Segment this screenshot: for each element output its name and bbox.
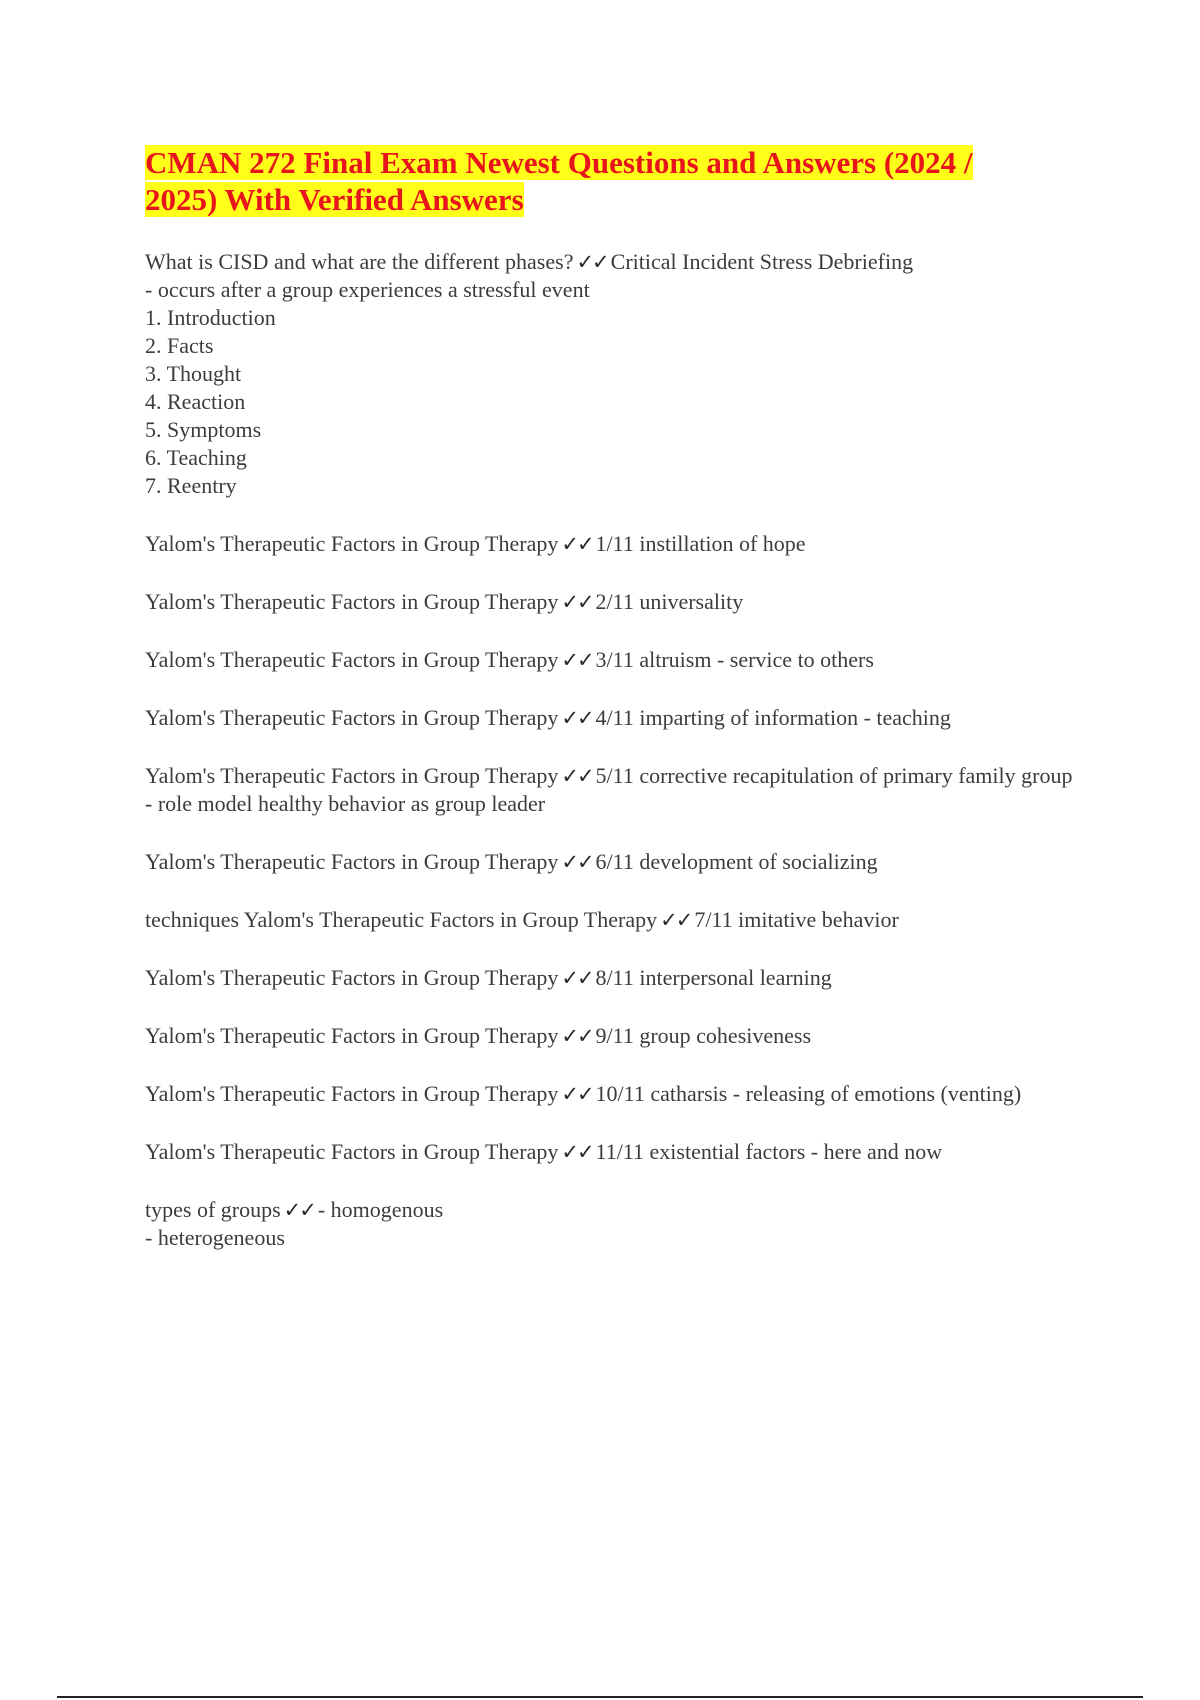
answer-text: 3/11 altruism - service to others xyxy=(595,647,874,672)
answer-text: 4/11 imparting of information - teaching xyxy=(595,705,951,730)
check-mark-icon: ✓✓ xyxy=(561,706,593,730)
qa-cisd xyxy=(145,248,1075,500)
check-mark-icon: ✓✓ xyxy=(561,850,593,874)
document-body xyxy=(145,248,1075,1252)
question-text: Yalom's Therapeutic Factors in Group Therapy xyxy=(145,531,559,556)
answer-text: 9/11 group cohesiveness xyxy=(595,1023,812,1048)
question-text: Yalom's Therapeutic Factors in Group Therapy xyxy=(145,849,559,874)
check-mark-icon: ✓✓ xyxy=(576,250,608,274)
list-item: 4. Reaction xyxy=(145,389,246,414)
document-title xyxy=(145,144,1045,218)
qa-factor-9 xyxy=(145,1022,1075,1050)
page-bottom-rule xyxy=(57,1696,1143,1698)
answer-text: 8/11 interpersonal learning xyxy=(595,965,832,990)
qa-factor-8 xyxy=(145,964,1075,992)
check-mark-icon: ✓✓ xyxy=(283,1198,315,1222)
answer-detail: - occurs after a group experiences a stressful event xyxy=(145,277,590,302)
check-mark-icon: ✓✓ xyxy=(561,532,593,556)
question-text: Yalom's Therapeutic Factors in Group Therapy xyxy=(145,705,559,730)
question-text: Yalom's Therapeutic Factors in Group Therapy xyxy=(145,1023,559,1048)
answer-text: 7/11 imitative behavior xyxy=(694,907,899,932)
answer-text: 5/11 corrective recapitulation of primary family group - role model healthy behavior as group leader xyxy=(145,763,1073,816)
answer-text: Critical Incident Stress Debriefing xyxy=(610,249,914,274)
cisd-phase-list xyxy=(145,304,1075,500)
qa-factor-11 xyxy=(145,1138,1075,1166)
check-mark-icon: ✓✓ xyxy=(561,1140,593,1164)
check-mark-icon: ✓✓ xyxy=(561,764,593,788)
answer-text: 6/11 development of socializing xyxy=(595,849,878,874)
question-text: Yalom's Therapeutic Factors in Group Therapy xyxy=(145,589,559,614)
question-text: techniques Yalom's Therapeutic Factors in Group Therapy xyxy=(145,907,658,932)
answer-text: 10/11 catharsis - releasing of emotions (venting) xyxy=(595,1081,1022,1106)
qa-factor-3 xyxy=(145,646,1075,674)
qa-factor-5 xyxy=(145,762,1075,818)
list-item: 2. Facts xyxy=(145,333,214,358)
check-mark-icon: ✓✓ xyxy=(561,1024,593,1048)
answer-detail: - heterogeneous xyxy=(145,1225,285,1250)
qa-factor-2 xyxy=(145,588,1075,616)
list-item: 1. Introduction xyxy=(145,305,276,330)
answer-text: - homogenous xyxy=(317,1197,444,1222)
check-mark-icon: ✓✓ xyxy=(561,966,593,990)
answer-text: 1/11 instillation of hope xyxy=(595,531,806,556)
question-text: Yalom's Therapeutic Factors in Group Therapy xyxy=(145,1081,559,1106)
qa-factor-10 xyxy=(145,1080,1075,1108)
question-text: Yalom's Therapeutic Factors in Group Therapy xyxy=(145,965,559,990)
qa-groups xyxy=(145,1196,1075,1252)
list-item: 7. Reentry xyxy=(145,473,237,498)
list-item: 6. Teaching xyxy=(145,445,247,470)
question-text: types of groups xyxy=(145,1197,281,1222)
check-mark-icon: ✓✓ xyxy=(561,1082,593,1106)
question-text: Yalom's Therapeutic Factors in Group Therapy xyxy=(145,763,559,788)
question-text: Yalom's Therapeutic Factors in Group Therapy xyxy=(145,647,559,672)
qa-factor-4 xyxy=(145,704,1075,732)
check-mark-icon: ✓✓ xyxy=(561,590,593,614)
qa-factor-7 xyxy=(145,906,1075,934)
list-item: 3. Thought xyxy=(145,361,242,386)
check-mark-icon: ✓✓ xyxy=(561,648,593,672)
title-highlight: CMAN 272 Final Exam Newest Questions and Answers (2024 / 2025) With Verified Answers xyxy=(145,145,973,217)
answer-text: 2/11 universality xyxy=(595,589,744,614)
question-text: Yalom's Therapeutic Factors in Group Therapy xyxy=(145,1139,559,1164)
qa-factor-1 xyxy=(145,530,1075,558)
qa-factor-6 xyxy=(145,848,1075,876)
answer-text: 11/11 existential factors - here and now xyxy=(595,1139,943,1164)
check-mark-icon: ✓✓ xyxy=(660,908,692,932)
list-item: 5. Symptoms xyxy=(145,417,262,442)
question-text: What is CISD and what are the different phases? xyxy=(145,249,574,274)
